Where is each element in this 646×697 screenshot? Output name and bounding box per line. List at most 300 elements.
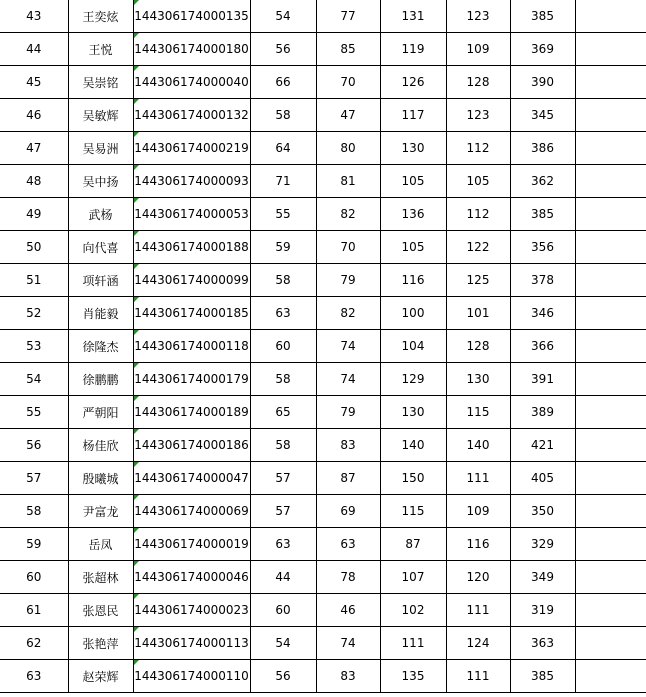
total-score-cell[interactable]	[510, 363, 575, 396]
student-name-cell[interactable]	[68, 66, 133, 99]
total-score-cell[interactable]	[510, 396, 575, 429]
score-text: 128	[466, 75, 490, 89]
score-cell[interactable]	[250, 99, 316, 132]
score-cell[interactable]	[380, 462, 446, 495]
note-cell[interactable]	[575, 264, 646, 297]
score-cell[interactable]	[380, 99, 446, 132]
note-cell[interactable]	[575, 561, 646, 594]
note-cell[interactable]	[575, 165, 646, 198]
score-cell[interactable]	[250, 429, 316, 462]
table-row	[0, 561, 646, 594]
score-cell[interactable]	[380, 66, 446, 99]
score-cell[interactable]	[380, 264, 446, 297]
table-row	[0, 33, 646, 66]
score-cell[interactable]	[380, 528, 446, 561]
score-cell[interactable]	[380, 330, 446, 363]
score-text: 111	[466, 603, 490, 617]
student-name-text: 吴崇铭	[82, 75, 119, 90]
total-score-text: 345	[531, 108, 554, 122]
student-name-cell[interactable]	[68, 627, 133, 660]
score-text: 78	[340, 570, 356, 584]
score-cell[interactable]	[316, 495, 380, 528]
row-number-text: 44	[26, 42, 42, 56]
score-text: 58	[275, 273, 291, 287]
score-cell[interactable]	[380, 396, 446, 429]
score-text: 77	[340, 9, 356, 23]
note-cell[interactable]	[575, 594, 646, 627]
student-name-text: 徐隆杰	[82, 339, 119, 354]
candidate-id-cell[interactable]	[133, 462, 250, 495]
score-cell[interactable]	[446, 66, 510, 99]
score-cell[interactable]	[250, 132, 316, 165]
score-text: 128	[466, 339, 490, 353]
row-number-cell[interactable]	[0, 594, 68, 627]
score-cell[interactable]	[250, 264, 316, 297]
total-score-text: 385	[531, 207, 554, 221]
number-as-text-indicator-icon	[134, 33, 139, 38]
row-number-text: 47	[26, 141, 42, 155]
table-row	[0, 66, 646, 99]
number-as-text-indicator-icon	[134, 330, 139, 335]
score-cell[interactable]	[250, 594, 316, 627]
candidate-id-cell[interactable]	[133, 660, 250, 693]
note-cell[interactable]	[575, 132, 646, 165]
score-cell[interactable]	[250, 330, 316, 363]
score-text: 54	[275, 636, 291, 650]
score-text: 130	[401, 141, 425, 155]
student-name-text: 吴敏辉	[82, 108, 119, 123]
candidate-id-text: 144306174000047	[134, 471, 249, 485]
score-cell[interactable]	[250, 627, 316, 660]
score-cell[interactable]	[316, 99, 380, 132]
score-cell[interactable]	[250, 363, 316, 396]
score-cell[interactable]	[316, 462, 380, 495]
score-text: 70	[340, 75, 356, 89]
student-name-cell[interactable]	[68, 0, 133, 33]
score-text: 87	[405, 537, 421, 551]
score-cell[interactable]	[446, 495, 510, 528]
total-score-text: 389	[531, 405, 554, 419]
total-score-cell[interactable]	[510, 33, 575, 66]
student-name-cell[interactable]	[68, 330, 133, 363]
score-text: 115	[401, 504, 425, 518]
score-cell[interactable]	[316, 396, 380, 429]
score-cell[interactable]	[380, 231, 446, 264]
row-number-cell[interactable]	[0, 528, 68, 561]
score-cell[interactable]	[446, 99, 510, 132]
row-number-cell[interactable]	[0, 297, 68, 330]
student-name-text: 王悦	[88, 42, 113, 57]
number-as-text-indicator-icon	[134, 561, 139, 566]
note-cell[interactable]	[575, 429, 646, 462]
score-cell[interactable]	[316, 297, 380, 330]
total-score-cell[interactable]	[510, 627, 575, 660]
note-cell[interactable]	[575, 660, 646, 693]
score-cell[interactable]	[316, 231, 380, 264]
score-cell[interactable]	[380, 660, 446, 693]
row-number-cell[interactable]	[0, 33, 68, 66]
score-cell[interactable]	[250, 231, 316, 264]
score-text: 80	[340, 141, 356, 155]
candidate-id-cell[interactable]	[133, 297, 250, 330]
score-cell[interactable]	[250, 165, 316, 198]
table-row	[0, 264, 646, 297]
score-text: 63	[275, 537, 291, 551]
row-number-text: 53	[26, 339, 42, 353]
row-number-cell[interactable]	[0, 561, 68, 594]
row-number-cell[interactable]	[0, 627, 68, 660]
score-text: 126	[401, 75, 425, 89]
row-number-cell[interactable]	[0, 0, 68, 33]
score-text: 140	[401, 438, 425, 452]
student-name-text: 项轩涵	[82, 273, 119, 288]
row-number-cell[interactable]	[0, 396, 68, 429]
score-text: 79	[340, 273, 356, 287]
score-cell[interactable]	[446, 429, 510, 462]
total-score-cell[interactable]	[510, 99, 575, 132]
score-text: 115	[466, 405, 490, 419]
candidate-id-cell[interactable]	[133, 330, 250, 363]
score-cell[interactable]	[380, 198, 446, 231]
table-row	[0, 297, 646, 330]
score-text: 83	[340, 438, 356, 452]
score-cell[interactable]	[446, 561, 510, 594]
row-number-text: 61	[26, 603, 42, 617]
total-score-cell[interactable]	[510, 330, 575, 363]
score-cell[interactable]	[316, 330, 380, 363]
total-score-text: 385	[531, 669, 554, 683]
row-number-text: 49	[26, 207, 42, 221]
row-number-cell[interactable]	[0, 264, 68, 297]
score-cell[interactable]	[380, 33, 446, 66]
note-cell[interactable]	[575, 462, 646, 495]
total-score-cell[interactable]	[510, 528, 575, 561]
row-number-cell[interactable]	[0, 330, 68, 363]
score-cell[interactable]	[250, 495, 316, 528]
row-number-text: 43	[26, 9, 42, 23]
total-score-text: 369	[531, 42, 554, 56]
note-cell[interactable]	[575, 99, 646, 132]
note-cell[interactable]	[575, 495, 646, 528]
note-cell[interactable]	[575, 198, 646, 231]
row-number-text: 51	[26, 273, 42, 287]
score-text: 56	[275, 42, 291, 56]
score-cell[interactable]	[250, 528, 316, 561]
table-row	[0, 198, 646, 231]
score-cell[interactable]	[316, 660, 380, 693]
number-as-text-indicator-icon	[134, 429, 139, 434]
score-text: 105	[401, 174, 425, 188]
candidate-id-cell[interactable]	[133, 561, 250, 594]
note-cell[interactable]	[575, 627, 646, 660]
score-cell[interactable]	[250, 0, 316, 33]
note-cell[interactable]	[575, 363, 646, 396]
total-score-cell[interactable]	[510, 132, 575, 165]
row-number-cell[interactable]	[0, 66, 68, 99]
score-text: 119	[401, 42, 425, 56]
score-cell[interactable]	[316, 198, 380, 231]
score-text: 63	[340, 537, 356, 551]
score-cell[interactable]	[380, 594, 446, 627]
score-cell[interactable]	[446, 462, 510, 495]
candidate-id-cell[interactable]	[133, 99, 250, 132]
score-cell[interactable]	[250, 198, 316, 231]
score-cell[interactable]	[380, 363, 446, 396]
total-score-text: 350	[531, 504, 554, 518]
row-number-cell[interactable]	[0, 198, 68, 231]
score-text: 105	[401, 240, 425, 254]
score-cell[interactable]	[316, 528, 380, 561]
total-score-cell[interactable]	[510, 660, 575, 693]
candidate-id-text: 144306174000118	[134, 339, 249, 353]
number-as-text-indicator-icon	[134, 132, 139, 137]
score-cell[interactable]	[446, 33, 510, 66]
candidate-id-cell[interactable]	[133, 66, 250, 99]
student-name-cell[interactable]	[68, 132, 133, 165]
score-text: 101	[466, 306, 490, 320]
candidate-id-cell[interactable]	[133, 363, 250, 396]
row-number-text: 48	[26, 174, 42, 188]
score-text: 130	[401, 405, 425, 419]
row-number-cell[interactable]	[0, 165, 68, 198]
score-text: 100	[401, 306, 425, 320]
total-score-cell[interactable]	[510, 0, 575, 33]
score-text: 87	[340, 471, 356, 485]
score-cell[interactable]	[316, 0, 380, 33]
score-cell[interactable]	[316, 264, 380, 297]
row-number-cell[interactable]	[0, 132, 68, 165]
score-cell[interactable]	[316, 627, 380, 660]
score-cell[interactable]	[446, 660, 510, 693]
student-name-cell[interactable]	[68, 165, 133, 198]
score-text: 109	[466, 42, 490, 56]
score-text: 57	[275, 471, 291, 485]
student-name-text: 殷曦城	[82, 471, 119, 486]
student-name-cell[interactable]	[68, 396, 133, 429]
row-number-cell[interactable]	[0, 462, 68, 495]
score-text: 58	[275, 108, 291, 122]
student-name-cell[interactable]	[68, 528, 133, 561]
total-score-text: 349	[531, 570, 554, 584]
score-cell[interactable]	[250, 297, 316, 330]
number-as-text-indicator-icon	[134, 231, 139, 236]
score-text: 112	[466, 207, 490, 221]
total-score-cell[interactable]	[510, 594, 575, 627]
score-text: 56	[275, 669, 291, 683]
score-cell[interactable]	[316, 363, 380, 396]
student-name-cell[interactable]	[68, 231, 133, 264]
table-row	[0, 0, 646, 33]
note-cell[interactable]	[575, 66, 646, 99]
score-cell[interactable]	[446, 396, 510, 429]
score-text: 129	[401, 372, 425, 386]
note-cell[interactable]	[575, 396, 646, 429]
note-cell[interactable]	[575, 330, 646, 363]
candidate-id-text: 144306174000099	[134, 273, 249, 287]
candidate-id-text: 144306174000069	[134, 504, 249, 518]
score-cell[interactable]	[380, 0, 446, 33]
score-text: 82	[340, 306, 356, 320]
total-score-cell[interactable]	[510, 231, 575, 264]
score-cell[interactable]	[380, 561, 446, 594]
candidate-id-cell[interactable]	[133, 429, 250, 462]
score-text: 57	[275, 504, 291, 518]
score-text: 123	[466, 9, 490, 23]
total-score-cell[interactable]	[510, 198, 575, 231]
candidate-id-cell[interactable]	[133, 594, 250, 627]
score-cell[interactable]	[446, 594, 510, 627]
score-cell[interactable]	[380, 495, 446, 528]
total-score-cell[interactable]	[510, 165, 575, 198]
score-cell[interactable]	[446, 528, 510, 561]
candidate-id-cell[interactable]	[133, 495, 250, 528]
candidate-id-text: 144306174000040	[134, 75, 249, 89]
table-row	[0, 132, 646, 165]
candidate-id-text: 144306174000186	[134, 438, 249, 452]
total-score-cell[interactable]	[510, 561, 575, 594]
total-score-cell[interactable]	[510, 429, 575, 462]
score-cell[interactable]	[380, 627, 446, 660]
score-cell[interactable]	[316, 594, 380, 627]
row-number-cell[interactable]	[0, 363, 68, 396]
candidate-id-text: 144306174000046	[134, 570, 249, 584]
score-text: 122	[466, 240, 490, 254]
score-cell[interactable]	[316, 132, 380, 165]
student-name-cell[interactable]	[68, 594, 133, 627]
table-row	[0, 594, 646, 627]
total-score-cell[interactable]	[510, 66, 575, 99]
score-cell[interactable]	[250, 33, 316, 66]
row-number-cell[interactable]	[0, 429, 68, 462]
row-number-cell[interactable]	[0, 495, 68, 528]
note-cell[interactable]	[575, 231, 646, 264]
score-cell[interactable]	[446, 330, 510, 363]
number-as-text-indicator-icon	[134, 0, 139, 5]
score-cell[interactable]	[380, 297, 446, 330]
number-as-text-indicator-icon	[134, 264, 139, 269]
score-cell[interactable]	[380, 165, 446, 198]
score-text: 112	[466, 141, 490, 155]
score-text: 109	[466, 504, 490, 518]
candidate-id-cell[interactable]	[133, 33, 250, 66]
score-text: 47	[340, 108, 356, 122]
score-cell[interactable]	[446, 231, 510, 264]
candidate-id-text: 144306174000189	[134, 405, 249, 419]
candidate-id-cell[interactable]	[133, 627, 250, 660]
score-cell[interactable]	[446, 198, 510, 231]
student-name-cell[interactable]	[68, 297, 133, 330]
total-score-cell[interactable]	[510, 264, 575, 297]
candidate-id-text: 144306174000053	[134, 207, 249, 221]
candidate-id-cell[interactable]	[133, 165, 250, 198]
student-name-cell[interactable]	[68, 363, 133, 396]
score-cell[interactable]	[250, 462, 316, 495]
candidate-id-cell[interactable]	[133, 132, 250, 165]
score-text: 69	[340, 504, 356, 518]
total-score-text: 386	[531, 141, 554, 155]
number-as-text-indicator-icon	[134, 66, 139, 71]
candidate-id-cell[interactable]	[133, 528, 250, 561]
candidate-id-text: 144306174000023	[134, 603, 249, 617]
score-cell[interactable]	[446, 165, 510, 198]
number-as-text-indicator-icon	[134, 198, 139, 203]
score-cell[interactable]	[316, 561, 380, 594]
score-cell[interactable]	[250, 660, 316, 693]
note-cell[interactable]	[575, 0, 646, 33]
candidate-id-text: 144306174000113	[134, 636, 249, 650]
score-cell[interactable]	[446, 363, 510, 396]
row-number-cell[interactable]	[0, 99, 68, 132]
note-cell[interactable]	[575, 297, 646, 330]
student-name-cell[interactable]	[68, 99, 133, 132]
student-name-cell[interactable]	[68, 33, 133, 66]
number-as-text-indicator-icon	[134, 594, 139, 599]
student-name-cell[interactable]	[68, 660, 133, 693]
student-name-text: 张艳萍	[82, 636, 119, 651]
student-name-text: 吴易洲	[82, 141, 119, 156]
total-score-text: 319	[531, 603, 554, 617]
total-score-cell[interactable]	[510, 297, 575, 330]
number-as-text-indicator-icon	[134, 363, 139, 368]
score-text: 55	[275, 207, 291, 221]
candidate-id-cell[interactable]	[133, 0, 250, 33]
score-cell[interactable]	[250, 66, 316, 99]
score-cell[interactable]	[380, 429, 446, 462]
candidate-id-cell[interactable]	[133, 264, 250, 297]
score-text: 74	[340, 372, 356, 386]
score-cell[interactable]	[446, 0, 510, 33]
total-score-text: 385	[531, 9, 554, 23]
total-score-cell[interactable]	[510, 495, 575, 528]
student-name-cell[interactable]	[68, 462, 133, 495]
score-text: 70	[340, 240, 356, 254]
score-cell[interactable]	[380, 132, 446, 165]
student-name-cell[interactable]	[68, 495, 133, 528]
score-cell[interactable]	[446, 627, 510, 660]
score-cell[interactable]	[446, 297, 510, 330]
candidate-id-cell[interactable]	[133, 396, 250, 429]
table-row	[0, 99, 646, 132]
total-score-cell[interactable]	[510, 462, 575, 495]
score-cell[interactable]	[446, 132, 510, 165]
score-cell[interactable]	[316, 33, 380, 66]
score-cell[interactable]	[446, 264, 510, 297]
score-cell[interactable]	[250, 396, 316, 429]
score-cell[interactable]	[316, 165, 380, 198]
candidate-id-cell[interactable]	[133, 231, 250, 264]
score-text: 74	[340, 339, 356, 353]
score-cell[interactable]	[316, 66, 380, 99]
score-text: 44	[275, 570, 291, 584]
score-text: 120	[466, 570, 490, 584]
student-name-cell[interactable]	[68, 429, 133, 462]
note-cell[interactable]	[575, 528, 646, 561]
row-number-cell[interactable]	[0, 660, 68, 693]
student-name-cell[interactable]	[68, 264, 133, 297]
score-cell[interactable]	[316, 429, 380, 462]
student-name-text: 赵荣辉	[82, 669, 119, 684]
score-cell[interactable]	[250, 561, 316, 594]
total-score-text: 391	[531, 372, 554, 386]
candidate-id-text: 144306174000219	[134, 141, 249, 155]
candidate-id-text: 144306174000179	[134, 372, 249, 386]
row-number-cell[interactable]	[0, 231, 68, 264]
candidate-id-cell[interactable]	[133, 198, 250, 231]
score-text: 116	[466, 537, 490, 551]
student-name-cell[interactable]	[68, 561, 133, 594]
student-name-cell[interactable]	[68, 198, 133, 231]
note-cell[interactable]	[575, 33, 646, 66]
